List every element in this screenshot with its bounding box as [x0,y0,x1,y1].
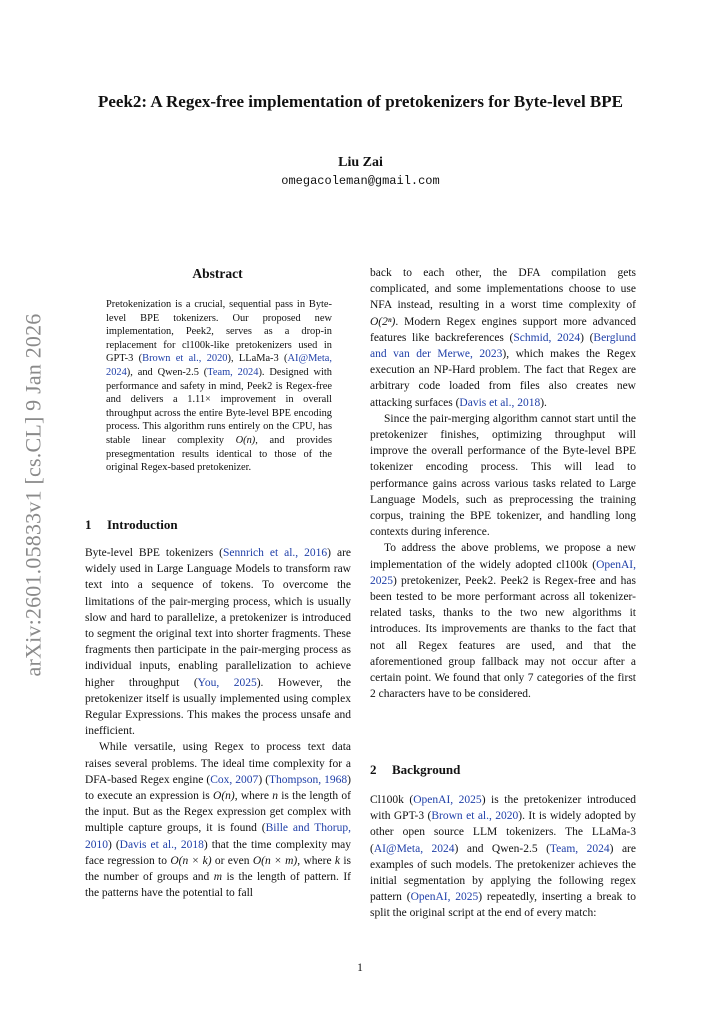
math-expression: k [334,854,340,867]
citation-link[interactable]: Schmid, 2024 [513,331,581,344]
abstract-body: Pretokenization is a crucial, sequential pass in Byte-level BPE tokenizers. Our proposed new implementation, Peek2, serves as a drop-in replacement for cl100k-like pretokenizers used in GPT-3 (Brown et al., 2020), LLaMa-3 (AI@Meta, 2024), and Qwen-2.5 (Team, 2024). Designed with performance and safety in mind, Peek2 is Regex-free and delivers a 1.11× improvement in overall throughput across the entire Byte-level BPE encoding process. This algorithm runs entirely on the CPU, has stable linear complexity O(n), and provides presegmentation results identical to those of the original Regex-based pretokenizer. [106,299,333,474]
citation-link[interactable]: Davis et al., 2018 [459,396,541,409]
citation-link[interactable]: Team, 2024 [207,366,259,378]
citation-link[interactable]: OpenAI, 2025 [410,891,479,904]
citation-link[interactable]: AI@Meta, 2024 [106,353,333,378]
citation-link[interactable]: Brown et al., 2020 [431,810,519,823]
math-expression: O(2ⁿ) [370,315,396,328]
paragraph: While versatile, using Regex to process text data raises several problems. The ideal time complexity for a DFA-based Regex engine (Cox, 2007) (Thompson, 1968) to execute an expression is O(n), where n is the length of the input. But as the Regex expression get complex with multiple capture groups, it is found (Bille and Thorup, 2010) (Davis et al., 2018) that the time complexity may face regression to O(n × k) or even O(n × m), where k is the number of groups and m is the length of pattern. If the patterns have the potential to fall [85,741,351,900]
arxiv-identifier-text: arXiv:2601.05833v1 [cs.CL] 9 Jan 2026 [21,313,46,677]
citation-link[interactable]: Bille and Thorup, 2010 [85,822,351,851]
abstract-heading: Abstract [192,266,243,281]
math-expression: m [213,871,223,884]
arxiv-identifier [14,300,54,690]
paragraph: Cl100k (OpenAI, 2025) is the pretokenizer introduced with GPT-3 (Brown et al., 2020). It is widely adopted by other open source LLM tokenizers. The LLaMa-3 (AI@Meta, 2024) and Qwen-2.5 (Team, 2024) are examples of such models. The pretokenizer achieves the initial segmentation by applying the following regex pattern (OpenAI, 2025) repeatedly, inserting a break to split the original script at the end of every match: [370,794,637,920]
citation-link[interactable]: Thompson, 1968 [269,773,348,786]
paper-title: Peek2: A Regex-free implementation of pretokenizers for Byte-level BPE [98,92,623,111]
citation-link[interactable]: OpenAI, 2025 [413,794,482,806]
paragraph: back to each other, the DFA compilation gets complicated, and some implementations choose to use NFA instead, resulting in a worst time complexity of O(2ⁿ). Modern Regex engines support more advanced features like backreferences (Schmid, 2024) (Berglund and van der Merwe, 2023), which makes the Regex execution an NP-Hard problem. The fact that Regex are arbitrary code loaded from files also creates new attacking surfaces (Davis et al., 2018). [370,267,636,409]
author-email: omegacoleman@gmail.com [281,174,440,188]
author-name: Liu Zai [338,155,383,170]
citation-link[interactable]: AI@Meta, 2024 [373,842,455,855]
citation-link[interactable]: Berglund and van der Merwe, 2023 [370,331,636,361]
left-column-text [85,545,351,901]
citation-link[interactable]: You, 2025 [197,676,257,689]
math-expression: O(n × m) [252,854,298,867]
math-expression: O(n) [235,434,256,446]
section-heading-background: 2 Background [370,762,461,777]
paragraph: Byte-level BPE tokenizers (Sennrich et al., 2016) are widely used in Large Language Models to transform raw text into a sequence of tokens. To overcome the limitations of the pair-merging process, which is usually slow and hard to parallelize, a pretokenizer is introduced to segment the original text into shorter fragments. These fragments then participate in the pair-merging process as individual inputs, enabling parallelization to achieve higher throughput (You, 2025). However, the pretokenizer itself is usually implemented using complex Regular Expressions. This makes the process unsafe and inefficient. [85,547,352,738]
math-expression: O(n × k) [170,854,212,867]
paragraph: Since the pair-merging algorithm cannot start until the pretokenizer finishes, optimizing throughput will improve the overall performance of the Byte-level BPE tokenizer encoding process. This will lead to performance gains across various tasks related to Large Language Models, such as preprocessing the training corpus, training the BPE tokenizer, and handling long contexts during inference. [370,412,636,539]
right-column-text [370,265,636,702]
page-number: 1 [357,962,363,974]
citation-link[interactable]: Cox, 2007 [210,773,259,786]
section-heading-introduction: 1 Introduction [85,517,178,532]
citation-link[interactable]: OpenAI, 2025 [370,558,636,587]
citation-link[interactable]: Davis et al., 2018 [119,838,204,851]
citation-link[interactable]: Brown et al., 2020 [142,353,228,365]
citation-link[interactable]: Team, 2024 [549,842,610,855]
paragraph: To address the above problems, we propose a new implementation of the widely adopted cl100k (OpenAI, 2025) pretokenizer, Peek2. Peek2 is Regex-free and has been tested to be more performant across all tokenizer-related tasks, thanks to the two new algorithms it introduces. Its improvements are thanks to the fact that not all Regex features are used, and that the aforementioned group fallback may not occur after a certain point. We found that only 7 categories of the first 2 characters have to be considered. [370,542,636,701]
math-expression: n [272,790,278,803]
citation-link[interactable]: Sennrich et al., 2016 [223,547,328,559]
math-expression: O(n) [213,790,235,803]
right-column-text-background [370,792,636,922]
